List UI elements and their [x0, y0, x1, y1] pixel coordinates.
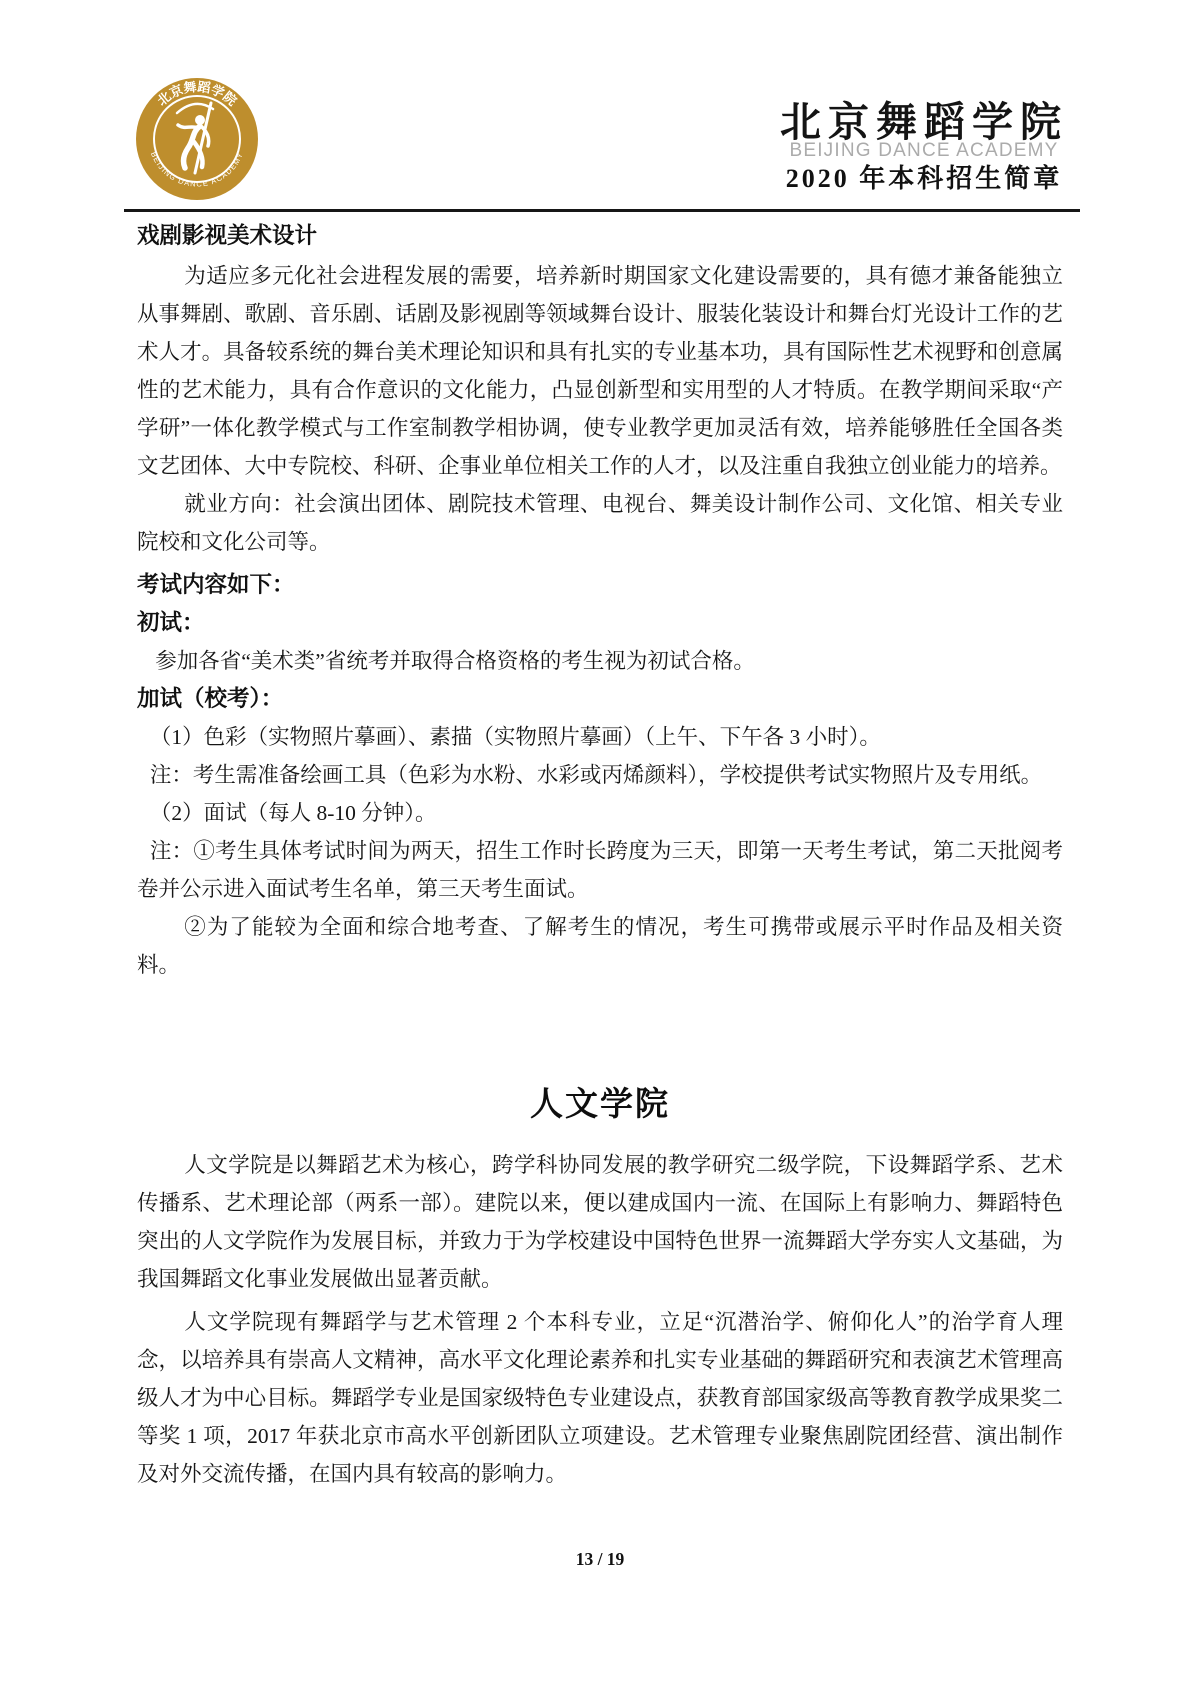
- brand-name-english: BEIJING DANCE ACADEMY: [789, 140, 1059, 161]
- humanities-college-section: [137, 1083, 1063, 1493]
- exam-item-note-tools: 注：考生需准备绘画工具（色彩为水粉、水彩或丙烯颜料），学校提供考试实物照片及专用纸。: [149, 763, 1043, 787]
- seal-ring-text-bottom: BEIJING DANCE ACADEMY: [148, 150, 246, 189]
- exam-item-note-portfolio: ②为了能较为全面和综合地考查、了解考生的情况，考生可携带或展示平时作品及相关资料。: [137, 915, 1063, 977]
- humanities-paragraph-1: 人文学院是以舞蹈艺术为核心，跨学科协同发展的教学研究二级学院，下设舞蹈学系、艺术传播系、艺术理论部（两系一部）。建院以来，便以建成国内一流、在国际上有影响力、舞蹈特色突出的人文学院作为发展目标，并致力于为学校建设中国特色世界一流舞蹈大学夯实人文基础，为我国舞蹈文化事业发展做出显著贡献。: [137, 1153, 1063, 1291]
- brand-name-chinese: 北京舞蹈学院: [780, 99, 1068, 145]
- drama-intro-paragraph: 为适应多元化社会进程发展的需要，培养新时期国家文化建设需要的，具有德才兼备能独立从事舞剧、歌剧、音乐剧、话剧及影视剧等领域舞台设计、服装化装设计和舞台灯光设计工作的艺术人才。具备较系统的舞台美术理论知识和具有扎实的专业基本功，具有国际性艺术视野和创意属性的艺术能力，具有合作意识的文化能力，凸显创新型和实用型的人才特质。在教学期间采取“产学研”一体化教学模式与工作室制教学相协调，使专业教学更加灵活有效，培养能够胜任全国各类文艺团体、大中专院校、科研、企事业单位相关工作的人才，以及注重自我独立创业能力的培养。: [137, 264, 1063, 478]
- first-round-heading: 初试：: [137, 610, 205, 635]
- beijing-dance-academy-seal-icon: [135, 77, 259, 201]
- drama-section-heading: 戏剧影视美术设计: [137, 223, 318, 248]
- brochure-title: 2020 年本科招生简章: [785, 164, 1063, 193]
- exam-content-heading: 考试内容如下：: [137, 572, 295, 597]
- humanities-heading: 人文学院: [530, 1087, 670, 1123]
- exam-item-interview: （2）面试（每人 8-10 分钟）。: [149, 801, 437, 825]
- header-divider: [124, 209, 1080, 212]
- page-footer: [0, 1549, 1200, 1570]
- exam-item-note-schedule: 注：①考生具体考试时间为两天，招生工作时长跨度为三天，即第一天考生考试，第二天批阅考卷并公示进入面试考生名单，第三天考生面试。: [137, 839, 1063, 901]
- main-content: [137, 219, 1063, 1493]
- drama-film-art-design-section: [137, 219, 1063, 984]
- seal-ring-text-top: 北京舞蹈学院: [154, 79, 240, 109]
- page-number: 13 / 19: [575, 1549, 625, 1569]
- employment-direction-paragraph: 就业方向：社会演出团体、剧院技术管理、电视台、舞美设计制作公司、文化馆、相关专业院校和文化公司等。: [137, 492, 1063, 554]
- exam-item-color-sketch: （1）色彩（实物照片摹画）、素描（实物照片摹画）（上午、下午各 3 小时）。: [149, 725, 881, 749]
- first-round-text: 参加各省“美术类”省统考并取得合格资格的考生视为初试合格。: [155, 649, 755, 673]
- humanities-paragraph-2: 人文学院现有舞蹈学与艺术管理 2 个本科专业，立足“沉潜治学、俯仰化人”的治学育人理念，以培养具有崇高人文精神，高水平文化理论素养和扎实专业基础的舞蹈研究和表演艺术管理高级人才为中心目标。舞蹈学专业是国家级特色专业建设点，获教育部国家级高等教育教学成果奖二等奖 1 项，2017 年获北京市高水平创新团队立项建设。艺术管理专业聚焦剧院团经营、演出制作及对外交流传播，在国内具有较高的影响力。: [137, 1310, 1063, 1486]
- header-brand-block: [780, 99, 1068, 193]
- school-exam-heading: 加试（校考）：: [137, 686, 284, 711]
